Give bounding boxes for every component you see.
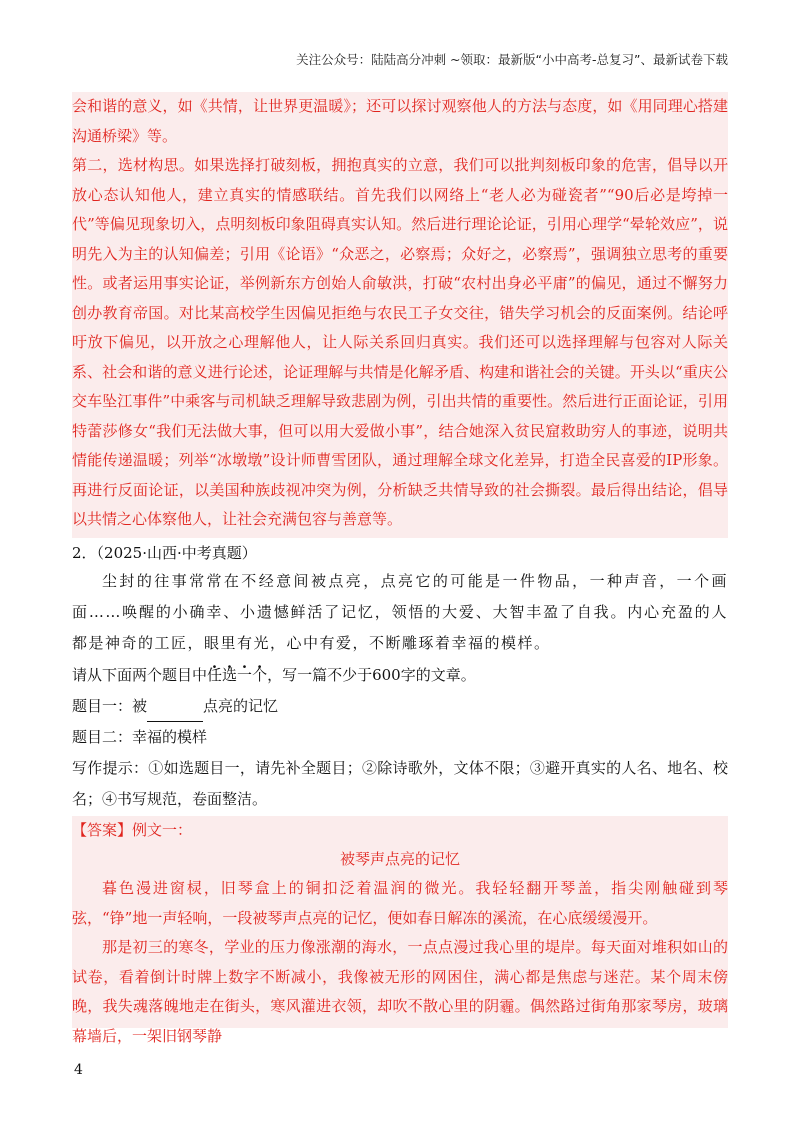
question-number bbox=[72, 539, 728, 569]
fill-blank bbox=[147, 706, 203, 722]
title-option-1 bbox=[72, 691, 728, 722]
answer-block-2 bbox=[72, 816, 728, 1045]
instruction-line bbox=[72, 660, 728, 691]
writing-tips: 写作提示：①如选题目一，请先补全题目；②除诗歌外，文体不限；③避开真实的人名、地名、校名；④书写规范，卷面整洁。 bbox=[72, 759, 728, 808]
emphasis-char: 一 bbox=[237, 666, 253, 684]
instruction-emphasis bbox=[207, 666, 267, 684]
question-source: 2．（2025·山西·中考真题） bbox=[72, 544, 257, 562]
title-option-2: 题目二：幸福的模样 bbox=[72, 728, 208, 746]
answer-block-1 bbox=[72, 92, 728, 538]
example-label: 例文一： bbox=[132, 821, 193, 839]
essay-paragraph: 那是初三的寒冬，学业的压力像涨潮的海水，一点点漫过我心里的堤岸。每天面对堆积如山的试卷，看着倒计时牌上数字不断减小，我像被无形的网困住，满心都是焦虑与迷茫。某个周末傍晚，我失魂落魄地走在街头，寒风灌进衣领，却吹不散心里的阴霾。偶然路过街角那家琴房，玻璃幕墙后，一架旧钢琴静 bbox=[72, 938, 728, 1045]
prompt-text: 尘封的往事常常在不经意间被点亮，点亮它的可能是一件物品，一种声音，一个画面……唤醒的小确幸、小遗憾鲜活了记忆，领悟的大爱、大智丰盈了自我。内心充盈的人都是神奇的工匠，眼里有光，心中有爱，不断雕琢着幸福的模样。 bbox=[72, 572, 728, 652]
answer-paragraph: 会和谐的意义，如《共情，让世界更温暖》；还可以探讨观察他人的方法与态度，如《用同理心搭建沟通桥梁》等。 bbox=[72, 97, 728, 145]
answer-bracket-label: 【答案】 bbox=[72, 821, 133, 839]
emphasis-char: 选 bbox=[222, 666, 238, 684]
instruction-before: 请从下面两个题目中 bbox=[72, 666, 208, 684]
question-instructions bbox=[72, 660, 728, 815]
instruction-after: ，写一篇不少于600字的文章。 bbox=[267, 666, 476, 684]
emphasis-char: 任 bbox=[207, 666, 223, 684]
essay-title: 被琴声点亮的记忆 bbox=[339, 850, 460, 868]
emphasis-char: 个 bbox=[252, 666, 268, 684]
title1-suffix: 点亮的记忆 bbox=[203, 697, 279, 715]
essay-paragraph: 暮色漫进窗棂，旧琴盒上的铜扣泛着温润的微光。我轻轻翻开琴盖，指尖刚触碰到琴弦，“铮”地一声轻响，一段被琴声点亮的记忆，便如春日解冻的溪流，在心底缓缓漫开。 bbox=[72, 879, 728, 927]
title1-prefix: 题目一：被 bbox=[72, 697, 148, 715]
page-number: 4 bbox=[74, 1062, 83, 1078]
answer-paragraph: 第二，选材构思。如果选择打破刻板，拥抱真实的立意，我们可以批判刻板印象的危害，倡导以开放心态认知他人，建立真实的情感联结。首先我们以网络上“老人必为碰瓷者”“90后必是垮掉一代”等偏见现象切入，点明刻板印象阻碍真实认知。然后进行理论论证，引用心理学“晕轮效应”，说明先入为主的认知偏差；引用《论语》“众恶之，必察焉；众好之，必察焉”，强调独立思考的重要性。或者运用事实论证，举例新东方创始人俞敏洪，打破“农村出身必平庸”的偏见，通过不懈努力创办教育帝国。对比某高校学生因偏见拒绝与农民工子女交往，错失学习机会的反面案例。结论呼吁放下偏见，以开放之心理解他人，让人际关系回归真实。我们还可以选择理解与包容对人际关系、社会和谐的意义进行论述，论证理解与共情是化解矛盾、构建和谐社会的关键。开头以“重庆公交车坠江事件”中乘客与司机缺乏理解导致悲剧为例，引出共情的重要性。然后进行正面论证，引用特蕾莎修女“我们无法做大事，但可以用大爱做小事”，结合她深入贫民窟救助穷人的事迹，说明共情能传递温暖；列举“冰墩墩”设计师曹雪团队，通过理解全球文化差异，打造全民喜爱的IP形象。再进行反面论证，以美国种族歧视冲突为例，分析缺乏共情导致的社会撕裂。最后得出结论，倡导以共情之心体察他人，让社会充满包容与善意等。 bbox=[72, 156, 728, 528]
answer-label bbox=[72, 816, 728, 845]
question-prompt bbox=[72, 566, 728, 659]
page-header: 关注公众号：陆陆高分冲刺 ~领取：最新版“小中高考-总复习”、最新试卷下载 bbox=[296, 52, 728, 67]
